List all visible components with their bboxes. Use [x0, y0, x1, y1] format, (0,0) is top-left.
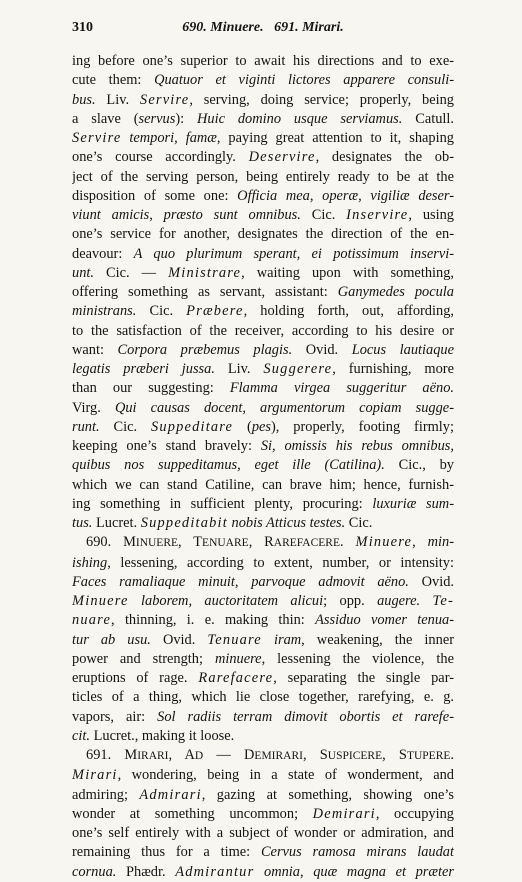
text-line: wonder at something uncommon; Demirari, occupying	[72, 805, 454, 822]
page-body-text	[72, 52, 454, 882]
text-line: remaining thus for a time: Cervus ramosa mirans laudat	[72, 844, 454, 861]
text-line: 691. MIRARI, AD — DEMIRARI, SUSPICERE, STUPERE.	[86, 747, 454, 763]
text-line: offering something as servant, assistant: Ganymedes pocula	[72, 284, 454, 300]
text-line: Faces ramaliaque minuit, parvoque admovit aëno. Ovid.	[72, 573, 454, 590]
text-line: cit. Lucret., making it loose.	[72, 727, 235, 744]
text-line: want: Corpora præbemus plagis. Ovid. Locus lautiaque	[72, 341, 454, 358]
text-line: quibus nos suppeditamus, eget ille (Catilina). Cic., by	[72, 457, 454, 474]
text-line: unt. Cic. — Ministrare, waiting upon with something,	[72, 264, 454, 281]
text-line: ticles of a thing, which lie close together, rarefying, e. g.	[72, 689, 454, 706]
text-line: ministrans. Cic. Præbere, holding forth, out, affording,	[72, 303, 454, 320]
text-line: Virg. Qui causas docent, argumentorum copiam sugge-	[72, 399, 454, 416]
text-line: Mirari, wondering, being in a state of wonderment, and	[72, 767, 454, 784]
text-line: runt. Cic. Suppeditare (pes), properly, footing firmly;	[72, 418, 454, 435]
text-line: Minuere laborem, auctoritatem alicui; opp. augere. Te-	[72, 593, 454, 609]
text-line: a slave (servus): Huic domino usque serviamus. Catull.	[72, 110, 454, 127]
text-line: one’s self entirely with a subject of wonder or admiration, and	[72, 825, 454, 841]
text-line: tus. Lucret. Suppeditabit nobis Atticus testes. Cic.	[72, 515, 373, 531]
text-line: ing something in sufficient plenty, procuring: luxuriæ sum-	[72, 495, 454, 512]
running-head-section-691: 691. Mirari.	[274, 20, 344, 35]
text-line: one’s course accordingly. Deservire, designates the ob-	[72, 149, 454, 166]
text-line: viunt amicis, præsto sunt omnibus. Cic. Inservire, using	[72, 207, 454, 223]
text-line: than our suggesting: Flamma virgea suggeritur aëno.	[72, 380, 454, 397]
text-line: to the satisfaction of the receiver, according to his desire or	[72, 322, 454, 339]
text-line: ject of the serving person, being entirely ready to be at the	[72, 168, 454, 185]
text-line: Servire tempori, famæ, paying great attention to it, shaping	[72, 130, 454, 146]
page-number: 310	[72, 20, 93, 35]
text-line: legatis præberi jussa. Liv. Suggerere, furnishing, more	[72, 361, 454, 377]
text-line: cute them: Quatuor et viginti lictores apparere consuli-	[72, 72, 454, 89]
text-line: vapors, air: Sol radiis terram dimovit obortis et rarefe-	[72, 708, 454, 725]
text-line: which we can stand Catiline, can brave him; hence, furnish-	[72, 476, 454, 493]
text-line: 690. MINUERE, TENUARE, RAREFACERE. Minuere, min-	[86, 534, 454, 551]
text-line: deavour: A quo plurimum sperant, ei potissimum inservi-	[72, 245, 454, 262]
text-line: admiring; Admirari, gazing at something, showing one’s	[72, 786, 454, 803]
text-line: ishing, lessening, according to extent, number, or intensity:	[72, 554, 454, 571]
text-line: disposition of some one: Officia mea, operæ, vigiliæ deser-	[72, 187, 454, 204]
text-line: ing before one’s superior to await his directions and to exe-	[72, 53, 454, 69]
running-head	[72, 20, 454, 36]
text-line: nuare, thinning, i. e. making thin: Assiduo vomer tenua-	[72, 612, 454, 629]
text-line: tur ab usu. Ovid. Tenuare iram, weakening, the inner	[72, 631, 454, 648]
running-head-section-690: 690. Minuere.	[182, 20, 264, 35]
page-header	[72, 20, 454, 42]
text-line: cornua. Phædr. Admirantur omnia, quæ magna et præter	[72, 863, 454, 880]
text-line: bus. Liv. Servire, serving, doing service; properly, being	[72, 91, 454, 108]
text-line: eruptions of rage. Rarefacere, separating the single par-	[72, 670, 454, 686]
text-line: keeping one’s stand bravely: Si, omissis his rebus omnibus,	[72, 438, 454, 454]
text-line: power and strength; minuere, lessening the violence, the	[72, 650, 454, 667]
text-line: one’s service for another, designates the direction of the en-	[72, 226, 454, 243]
